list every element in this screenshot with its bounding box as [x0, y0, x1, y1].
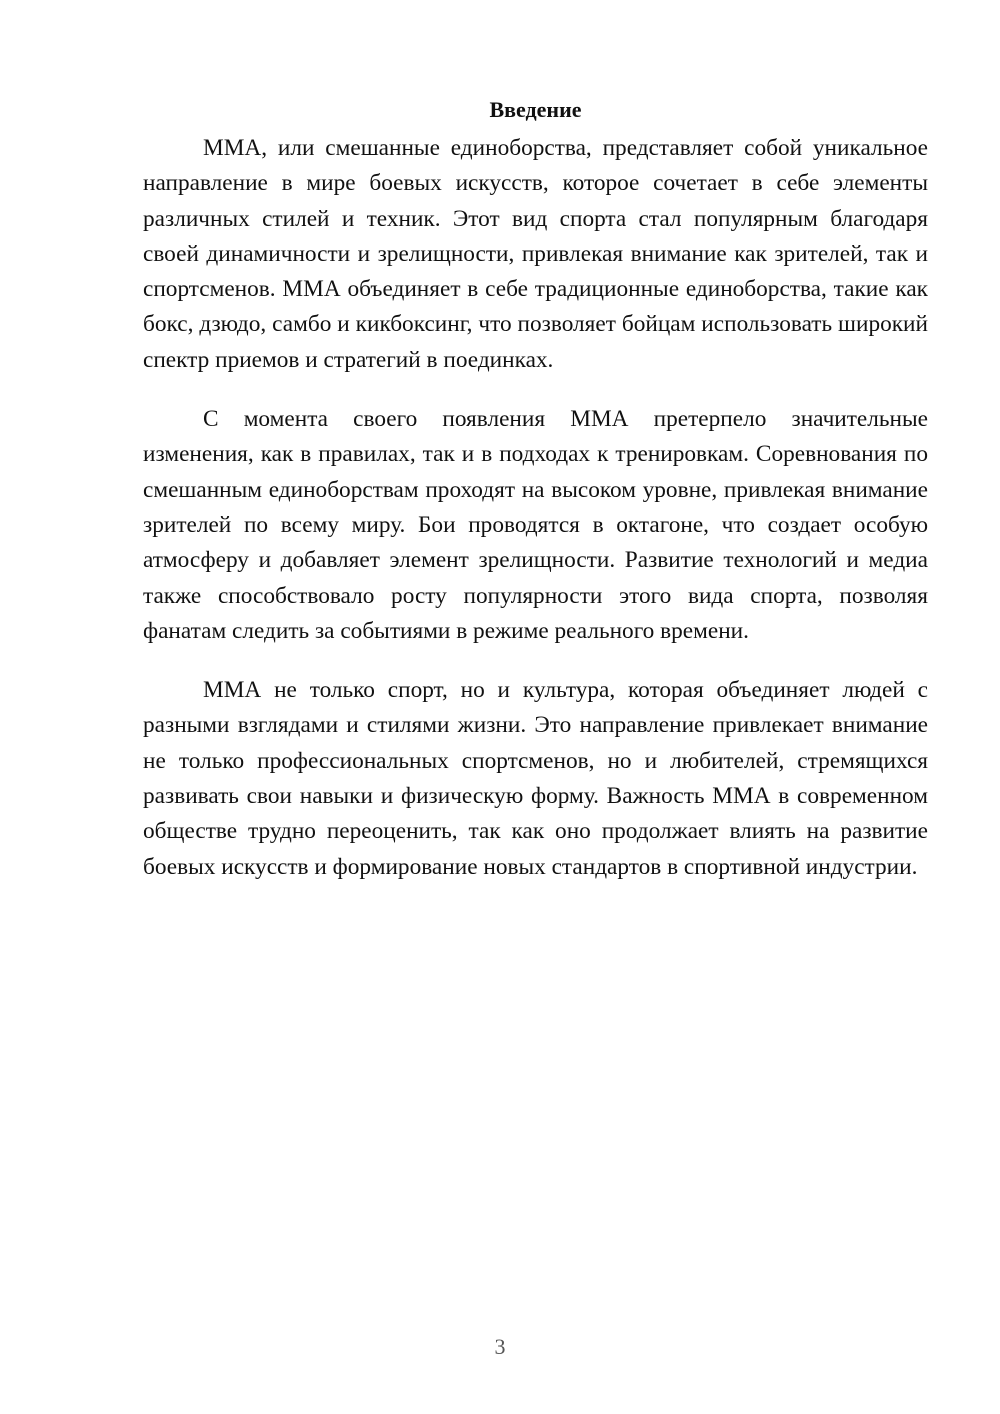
page-content [143, 92, 928, 909]
page-number: 3 [494, 1334, 506, 1359]
paragraph-1: ММА, или смешанные единоборства, представляет собой уникальное направление в мире боевых искусств, которое сочетает в себе элементы различных стилей и техник. Этот вид спорта стал популярным благодаря своей динамичности и зрелищности, привлекая внимание как зрителей, так и спортсменов. ММА объединяет в себе традиционные единоборства, такие как бокс, дзюдо, самбо и кикбоксинг, что позволяет бойцам использовать широкий спектр приемов и стратегий в поединках. [143, 135, 928, 373]
paragraph-2: С момента своего появления ММА претерпело значительные изменения, как в правилах, так и в подходах к тренировкам. Соревнования по смешанным единоборствам проходят на высоком уровне, привлекая внимание зрителей по всему миру. Бои проводятся в октагоне, что создает особую атмосферу и добавляет элемент зрелищности. Развитие технологий и медиа также способствовало росту популярности этого вида спорта, позволяя фанатам следить за событиями в режиме реального времени. [143, 406, 928, 644]
section-title: Введение [489, 97, 582, 122]
paragraph-3: ММА не только спорт, но и культура, которая объединяет людей с разными взглядами и стилями жизни. Это направление привлекает внимание не только профессиональных спортсменов, но и любителей, стремящихся развивать свои навыки и физическую форму. Важность ММА в современном обществе трудно переоценить, так как оно продолжает влиять на развитие боевых искусств и формирование новых стандартов в спортивной индустрии. [143, 677, 928, 880]
